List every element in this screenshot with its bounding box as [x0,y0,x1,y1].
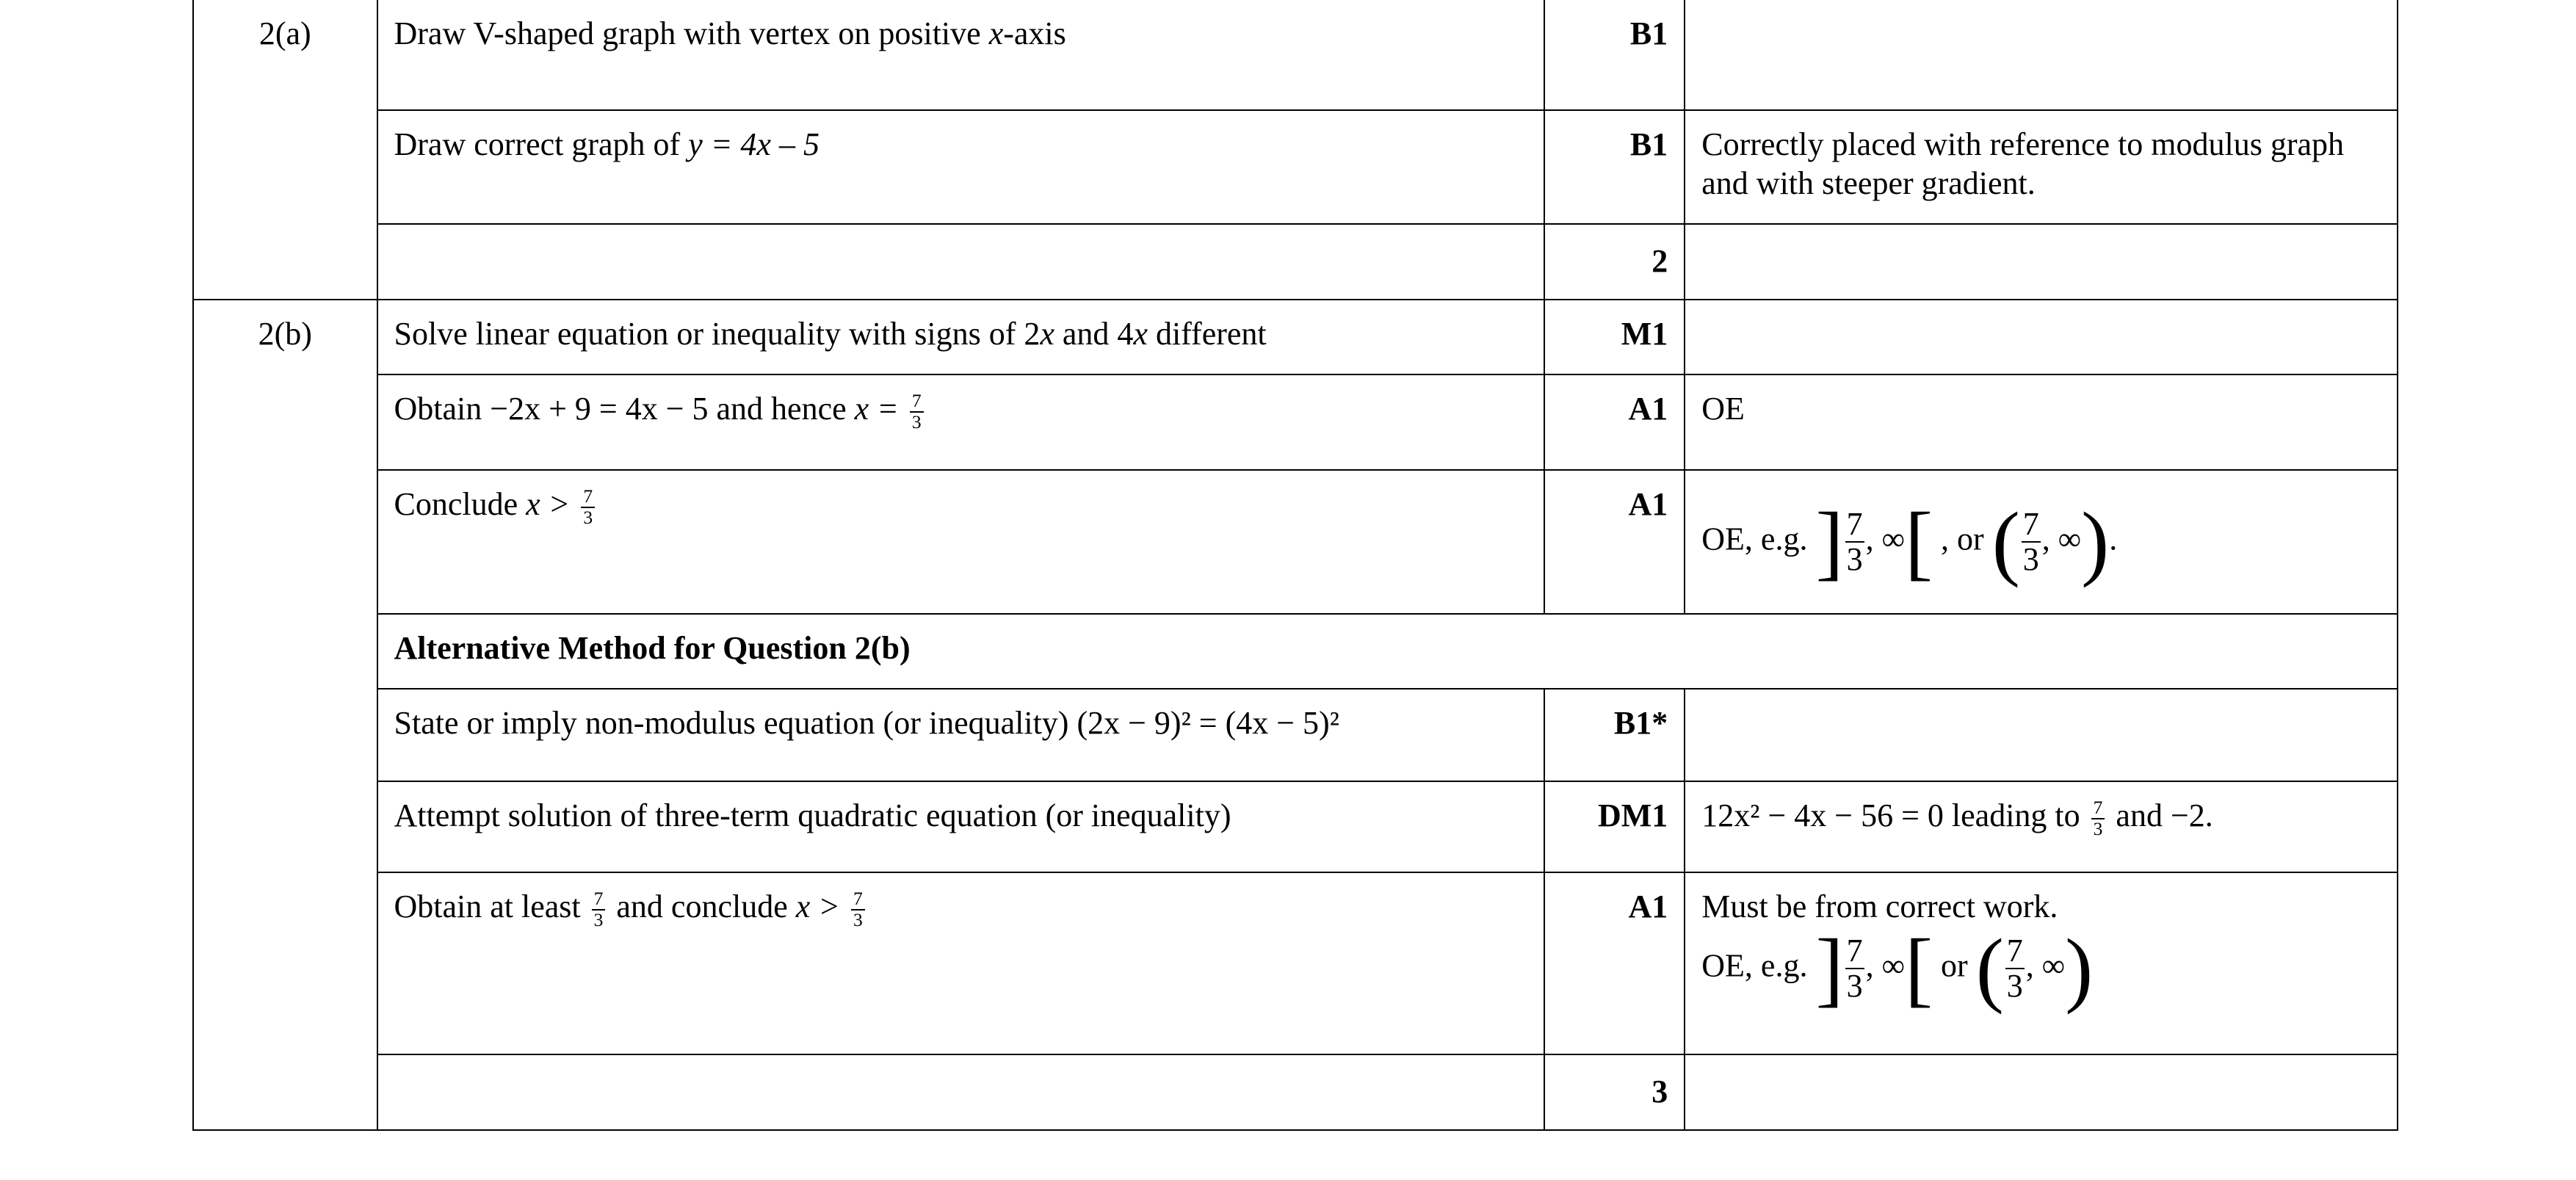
answer-cell: Draw V-shaped graph with vertex on positive x-axis [377,0,1545,110]
guidance-cell: 12x² − 4x − 56 = 0 leading to $\frac{7}{3}$ and −2. [1685,781,2398,872]
question-number: 2(b) [193,300,377,1130]
table-row [193,374,2398,470]
mark-cell: B1* [1544,689,1685,781]
fraction: $\frac{7}{3}$ [592,889,606,930]
fraction: $\frac{7}{3}$ [851,889,865,930]
guidance-cell: OE, e.g. ] $\frac{7}{3}$ , ∞[ , or ( $\frac{7}{3}$ , ∞). [1685,470,2398,614]
answer-cell [377,1054,1545,1130]
mark-cell: A1 [1544,470,1685,614]
mark-cell: A1 [1544,374,1685,470]
fraction: $\frac{7}{3}$ [581,487,595,528]
answer-cell: State or imply non-modulus equation (or inequality) (2x − 9)² = (4x − 5)² [377,689,1545,781]
answer-cell: Conclude x > $\frac{7}{3}$ [377,470,1545,614]
answer-cell: Obtain −2x + 9 = 4x − 5 and hence x = $\frac{7}{3}$ [377,374,1545,470]
mark-scheme-table [192,0,2398,1131]
table-row [193,1054,2398,1130]
table-row [193,470,2398,614]
table-row [193,110,2398,224]
answer-cell: Draw correct graph of y = 4x – 5 [377,110,1545,224]
answer-cell [377,224,1545,300]
guidance-cell [1685,1054,2398,1130]
mark-cell: B1 [1544,0,1685,110]
guidance-cell: Must be from correct work. OE, e.g. ] $\frac{7}{3}$ , ∞[ or ( $\frac{7}{3}$ , ∞) [1685,872,2398,1054]
table-row [193,689,2398,781]
table-row [193,0,2398,110]
answer-cell: Attempt solution of three-term quadratic equation (or inequality) [377,781,1545,872]
guidance-cell: OE [1685,374,2398,470]
fraction: $\frac{7}{3}$ [910,391,924,432]
table-row [193,224,2398,300]
alternative-method-heading: Alternative Method for Question 2(b) [377,614,2398,689]
guidance-cell [1685,300,2398,374]
table-row [193,614,2398,689]
table-row [193,872,2398,1054]
guidance-cell: Correctly placed with reference to modulus graph and with steeper gradient. [1685,110,2398,224]
question-number: 2(a) [193,0,377,300]
mark-cell: B1 [1544,110,1685,224]
total-mark-cell: 2 [1544,224,1685,300]
table-row [193,781,2398,872]
guidance-cell [1685,689,2398,781]
guidance-cell [1685,224,2398,300]
table-row [193,300,2398,374]
mark-cell: A1 [1544,872,1685,1054]
fraction: $\frac{7}{3}$ [2091,798,2105,839]
answer-cell: Solve linear equation or inequality with signs of 2x and 4x different [377,300,1545,374]
total-mark-cell: 3 [1544,1054,1685,1130]
mark-cell: DM1 [1544,781,1685,872]
answer-cell: Obtain at least $\frac{7}{3}$ and conclude x > $\frac{7}{3}$ [377,872,1545,1054]
guidance-cell [1685,0,2398,110]
mark-cell: M1 [1544,300,1685,374]
